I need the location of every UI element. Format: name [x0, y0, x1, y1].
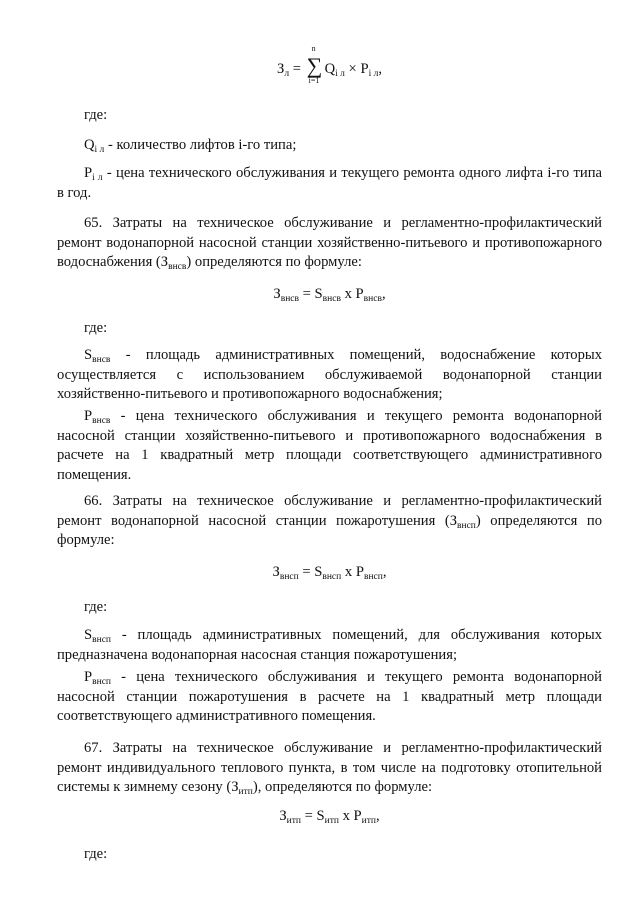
formula-lhs: З [277, 61, 285, 77]
formula-p-sub: итп [361, 816, 376, 826]
definition-p-65 [57, 407, 602, 485]
symbol: З [449, 512, 458, 529]
formula-lhs-sub: л [284, 69, 290, 79]
paragraph-text: 67. Затраты на техническое обслуживание и регламентно-профилактический ремонт индивидуального теплового пункта, в том числе на подготовку отопительной системы к зимнему сезону ( [57, 740, 602, 795]
formula-67 [57, 807, 602, 827]
sum-upper-limit: n [311, 44, 316, 53]
symbol: З [160, 254, 169, 270]
sum-lower-limit: i=1 [308, 76, 320, 85]
definition-text: - цена технического обслуживания и текущего ремонта водонапорной насосной станции хозяйственно-питьевого и противопожарного водоснабжения в расчете на 1 квадратный метр площади соответствующего административного помещения. [57, 408, 602, 483]
formula-s-sub: внсп [322, 572, 342, 582]
symbol-p-sub: внсп [92, 677, 111, 687]
symbol-p-sub: внсв [92, 416, 111, 426]
formula-end: , [381, 286, 386, 302]
where-label-3: где: [84, 599, 108, 615]
paragraph-text-end: ) определяются по формуле: [57, 512, 602, 548]
symbol-p: P [84, 669, 93, 685]
formula-q-sub: i л [335, 69, 345, 79]
symbol-s: S [84, 347, 93, 363]
definition-s-66 [57, 626, 602, 665]
formula-lhs-sub: внсв [280, 294, 299, 304]
definition-text: - количество лифтов i-го типа; [104, 137, 297, 153]
symbol-p-sub: i л [92, 173, 103, 183]
definition-p-66 [57, 668, 602, 727]
paragraph-67 [57, 739, 602, 798]
formula-s: = S [298, 564, 323, 580]
symbol-q: Q [84, 137, 95, 153]
symbol-q-sub: i л [94, 145, 105, 155]
symbol-s-sub: внсв [92, 355, 111, 365]
formula-lhs: З [272, 564, 280, 580]
symbol-p: P [84, 165, 93, 181]
formula-lhs-sub: внсп [279, 572, 299, 582]
formula-p: x P [340, 286, 364, 302]
formula-equals: = [289, 61, 305, 77]
symbol-sub: итп [238, 787, 253, 797]
formula-end: , [378, 61, 382, 77]
symbol: З [231, 779, 239, 795]
formula-65 [57, 285, 602, 305]
formula-elevators [57, 44, 602, 85]
sum-sign [305, 44, 325, 85]
paragraph-text-end: ), определяются по формуле: [252, 779, 433, 795]
symbol-p: P [84, 408, 93, 424]
definition-text: - цена технического обслуживания и текущего ремонта водонапорной насосной станции пожаротушения в расчете на 1 квадратный метр площади соответствующего административного помещения. [57, 669, 602, 724]
formula-s-sub: внсв [322, 294, 341, 304]
formula-p: x P [338, 808, 362, 824]
paragraph-text: 65. Затраты на техническое обслуживание и регламентно-профилактический ремонт водонапорной насосной станции хозяйственно-питьевого и противопожарного водоснабжения ( [57, 215, 602, 270]
symbol-sub: внсп [457, 520, 476, 531]
formula-p-sub: i л [368, 69, 379, 79]
paragraph-65 [57, 214, 602, 273]
where-label-1: где: [84, 107, 108, 123]
paragraph-text-end: ) определяются по формуле: [186, 254, 362, 270]
symbol-sub: внсв [168, 262, 187, 272]
paragraph-text: 66. Затраты на техническое обслуживание и регламентно-профилактический ремонт водонапорной насосной станции пожаротушения ( [57, 493, 602, 529]
where-label-2: где: [84, 320, 108, 336]
formula-p: P [360, 61, 369, 77]
definition-q-elevators [57, 136, 602, 156]
definition-s-65 [57, 346, 602, 405]
definition-text: - площадь административных помещений, водоснабжение которых осуществляется с использованием обслуживаемой водонапорной станции хозяйственно-питьевого и противопожарного водоснабжения; [57, 347, 602, 402]
symbol-s-sub: внсп [92, 635, 111, 645]
formula-s: = S [299, 286, 323, 302]
formula-end: , [382, 564, 387, 580]
formula-s-sub: итп [324, 816, 339, 826]
formula-q: Q [324, 61, 336, 77]
where-label-4: где: [84, 846, 108, 862]
definition-p-elevators [57, 164, 602, 203]
formula-lhs: З [273, 286, 281, 302]
symbol-s: S [84, 627, 93, 643]
formula-p: x P [341, 564, 364, 580]
formula-lhs: З [279, 808, 287, 824]
formula-times: × [344, 61, 361, 77]
definition-text: - цена технического обслуживания и текущего ремонта одного лифта i-го типа в год. [57, 165, 602, 201]
formula-p-sub: внсп [363, 572, 383, 582]
definition-text: - площадь административных помещений, для обслуживания которых предназначена водонапорная насосная станция пожаротушения; [57, 627, 602, 663]
formula-66 [57, 563, 602, 583]
formula-p-sub: внсв [363, 294, 382, 304]
formula-s: = S [300, 808, 325, 824]
paragraph-66 [57, 492, 602, 551]
sigma-icon: ∑ [306, 53, 323, 78]
formula-end: , [376, 808, 380, 824]
formula-lhs-sub: итп [286, 816, 301, 826]
